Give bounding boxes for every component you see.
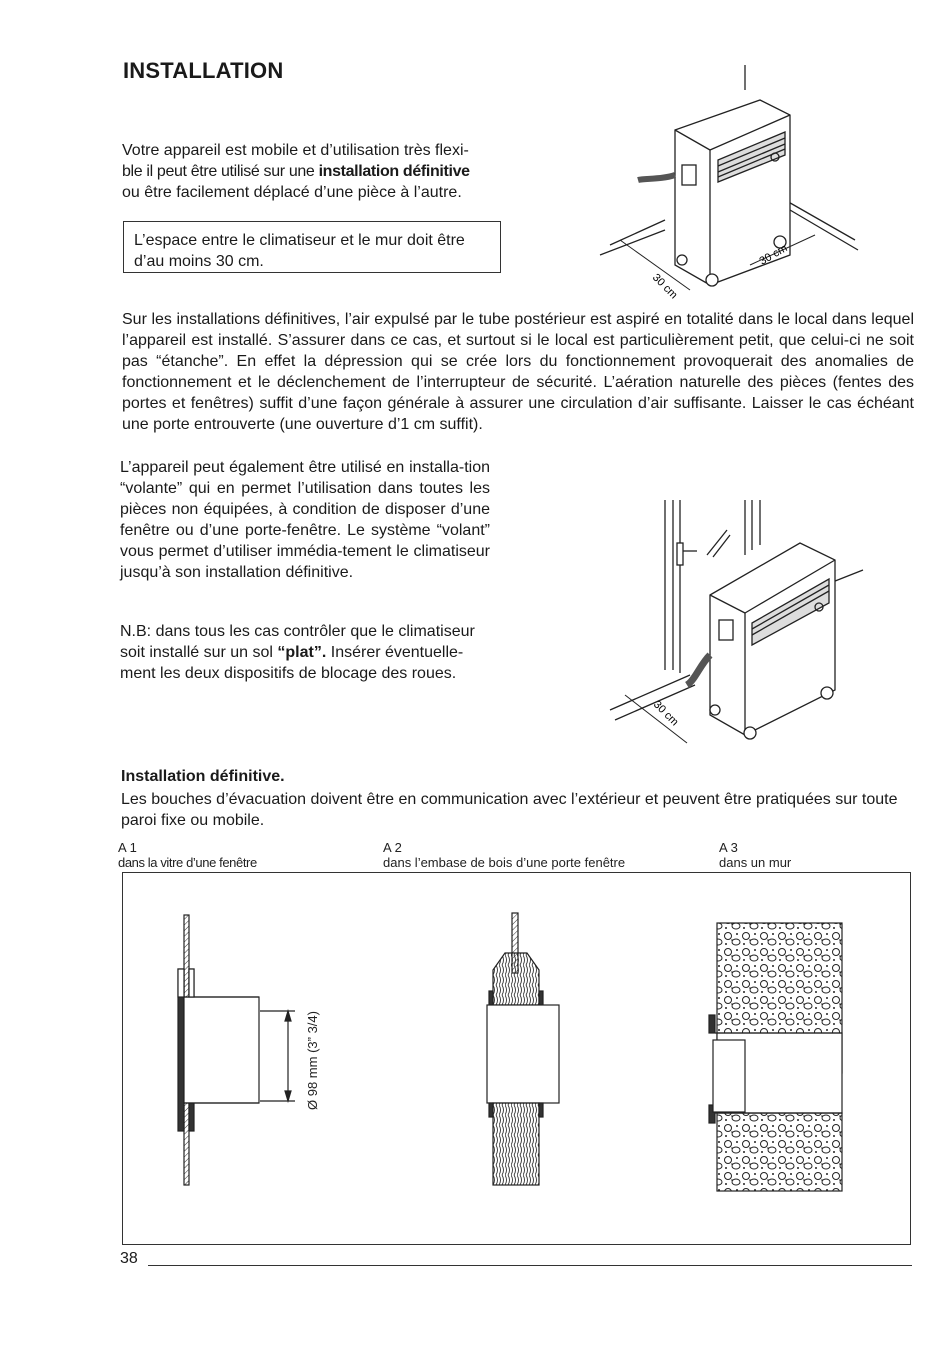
note-box — [123, 221, 501, 273]
diagram-a1-caption: dans la vitre d’une fenêtre — [118, 855, 257, 870]
note-line-1: L’espace entre le climatiseur et le mur doit être — [134, 232, 465, 249]
note-text-bold: “plat”. — [277, 644, 327, 661]
section-text: Les bouches d’évacuation doivent être en communication avec l’extérieur et peuvent être pratiquées sur toute paroi fixe ou mobile. — [121, 791, 898, 829]
intro-line-2 — [122, 161, 494, 182]
footer-rule — [148, 1265, 912, 1266]
diagram-a3-label — [719, 840, 791, 870]
figure-air-conditioner-window — [595, 495, 870, 750]
paragraph-ventilation: Sur les installations définitives, l’air expulsé par le tube postérieur est aspiré en totalité dans le local dans lequel l’appareil est installé. S’assurer dans ce cas, et surtout si le local est particulièrement petit, que celui-ci ne soit pas “étanche”. En effet la dépression qui se crée lors du fonctionnement provoquerait des anomalies de fonctionnement et le déclenchement de l’interrupteur de sécurité. L’aération naturelle des pièces (fentes des portes et fenêtres) suffit d’une façon générale à assurer une circulation d’air suffisante. Laisser le cas échéant une porte entrouverte (une ouverture d’1 cm suffit). — [122, 311, 914, 433]
diagram-a2-label — [383, 840, 625, 870]
note-text-pre: N.B: dans tous les cas contrôler que le climatiseur soit installé sur un sol — [120, 623, 475, 661]
page-number: 38 — [120, 1250, 138, 1267]
diagram-a2-code: A 2 — [383, 840, 402, 855]
paragraph-mobile-installation: L’appareil peut également être utilisé en installa-tion “volante” qui en permet l’utilisation dans toutes les pièces non équipées, à condition de disposer d’une fenêtre ou d’une porte-fenêtre. Le système “volant” vous permet d’utiliser immédia-tement le climatiseur jusqu’à son installation définitive. — [120, 459, 490, 581]
diagram-a3-code: A 3 — [719, 840, 738, 855]
diagram-a3-wall — [705, 915, 855, 1200]
figure-air-conditioner-wall — [590, 60, 870, 305]
diagram-a1-dimension: Ø 98 mm (3” 3/4) — [305, 1011, 320, 1110]
intro-paragraph — [122, 140, 494, 203]
diagram-a1-label — [118, 840, 257, 870]
figure1-distance-right: 30 cm — [757, 242, 790, 268]
page-title: INSTALLATION — [123, 58, 284, 83]
figure1-distance-left: 30 cm — [649, 271, 680, 302]
diagram-a2-caption: dans l’embase de bois d’une porte fenêtre — [383, 855, 626, 870]
diagram-a2-wood-base — [475, 905, 585, 1190]
diagram-a3-caption: dans un mur — [719, 855, 792, 870]
intro-line-2-text: ble il peut être utilisé sur une — [122, 163, 319, 180]
section-title: Installation définitive. — [121, 768, 285, 785]
note-line-2: d’au moins 30 cm. — [134, 253, 264, 270]
intro-line-1: Votre appareil est mobile et d’utilisation très flexi- — [122, 142, 469, 159]
note-text-post: Insérer éventuelle-ment les deux dispositifs de blocage des roues. — [120, 644, 464, 682]
diagram-a1-window-glass — [170, 905, 340, 1190]
intro-bold-term: installation définitive — [318, 163, 470, 180]
intro-line-3: ou être facilement déplacé d’une pièce à l’autre. — [122, 184, 462, 201]
paragraph-note-flat-floor — [120, 621, 492, 684]
diagram-a1-code: A 1 — [118, 840, 137, 855]
figure2-distance: 30 cm — [650, 698, 681, 729]
